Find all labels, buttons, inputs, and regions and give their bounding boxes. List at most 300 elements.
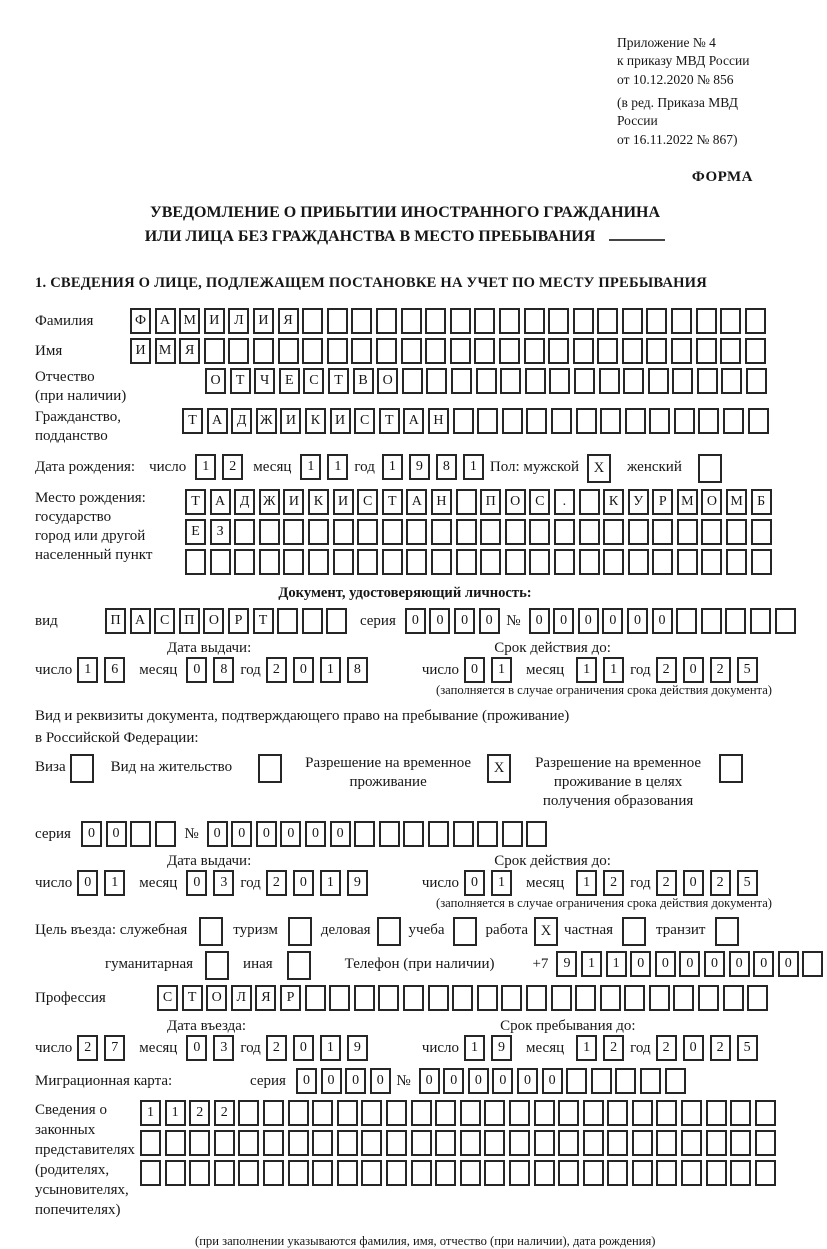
cell-box[interactable]: И — [204, 308, 225, 334]
cell-box[interactable] — [411, 1160, 432, 1186]
cell-box[interactable] — [185, 549, 206, 575]
cell-box[interactable]: Т — [379, 408, 400, 434]
cell-box[interactable] — [329, 985, 350, 1011]
cell-box[interactable] — [165, 1130, 186, 1156]
cell-box[interactable] — [558, 1160, 579, 1186]
cell-box[interactable]: 0 — [464, 657, 485, 683]
cell-box[interactable] — [425, 308, 446, 334]
cell-box[interactable]: 0 — [405, 608, 426, 634]
cell-box[interactable]: 0 — [77, 870, 98, 896]
cell-box[interactable] — [646, 308, 667, 334]
cell-box[interactable] — [428, 985, 449, 1011]
checkbox-purpose-study[interactable] — [453, 917, 477, 946]
cell-box[interactable] — [302, 608, 323, 634]
cell-box[interactable] — [751, 519, 772, 545]
cell-box[interactable] — [411, 1130, 432, 1156]
cell-box[interactable]: А — [207, 408, 228, 434]
cell-box[interactable] — [351, 338, 372, 364]
cell-box[interactable]: Т — [230, 368, 251, 394]
cell-box[interactable]: С — [354, 408, 375, 434]
cell-box[interactable]: 0 — [454, 608, 475, 634]
cell-box[interactable] — [681, 1100, 702, 1126]
cell-box[interactable]: И — [280, 408, 301, 434]
cell-box[interactable] — [480, 549, 501, 575]
cell-box[interactable] — [579, 519, 600, 545]
cell-box[interactable] — [725, 608, 746, 634]
cell-box[interactable]: Т — [182, 408, 203, 434]
cell-box[interactable] — [401, 308, 422, 334]
cell-box[interactable]: С — [357, 489, 378, 515]
cell-box[interactable]: 0 — [578, 608, 599, 634]
cell-box[interactable] — [477, 821, 498, 847]
cell-box[interactable] — [599, 368, 620, 394]
cell-box[interactable] — [755, 1100, 776, 1126]
cell-box[interactable] — [431, 519, 452, 545]
cell-box[interactable] — [484, 1130, 505, 1156]
cell-box[interactable] — [189, 1130, 210, 1156]
cell-box[interactable] — [607, 1130, 628, 1156]
cell-box[interactable] — [674, 408, 695, 434]
checkbox-male[interactable]: X — [587, 454, 611, 483]
cell-box[interactable]: 1 — [581, 951, 602, 977]
cell-box[interactable]: 1 — [327, 454, 348, 480]
cell-box[interactable] — [450, 338, 471, 364]
cell-box[interactable] — [723, 985, 744, 1011]
cell-box[interactable] — [579, 489, 600, 515]
cell-box[interactable] — [253, 338, 274, 364]
cell-box[interactable]: 9 — [556, 951, 577, 977]
cell-box[interactable] — [130, 821, 151, 847]
cell-box[interactable] — [406, 519, 427, 545]
cell-box[interactable] — [312, 1100, 333, 1126]
cell-box[interactable] — [628, 549, 649, 575]
cell-box[interactable] — [720, 308, 741, 334]
cell-box[interactable] — [622, 338, 643, 364]
cell-box[interactable]: Т — [328, 368, 349, 394]
cell-box[interactable] — [228, 338, 249, 364]
cell-box[interactable] — [337, 1160, 358, 1186]
cell-box[interactable] — [351, 308, 372, 334]
cell-box[interactable] — [665, 1068, 686, 1094]
cell-box[interactable]: А — [403, 408, 424, 434]
cell-box[interactable] — [386, 1100, 407, 1126]
cell-box[interactable]: 0 — [106, 821, 127, 847]
cell-box[interactable] — [477, 985, 498, 1011]
cell-box[interactable] — [603, 549, 624, 575]
cell-box[interactable] — [379, 821, 400, 847]
cell-box[interactable]: 2 — [266, 870, 287, 896]
cell-box[interactable]: 1 — [320, 870, 341, 896]
cell-box[interactable] — [155, 821, 176, 847]
cell-box[interactable]: 2 — [710, 870, 731, 896]
cell-box[interactable] — [646, 338, 667, 364]
cell-box[interactable] — [554, 549, 575, 575]
cell-box[interactable]: О — [505, 489, 526, 515]
cell-box[interactable] — [583, 1160, 604, 1186]
cell-box[interactable]: И — [130, 338, 151, 364]
cell-box[interactable]: 1 — [382, 454, 403, 480]
cell-box[interactable]: 1 — [491, 870, 512, 896]
cell-box[interactable] — [723, 408, 744, 434]
cell-box[interactable] — [484, 1100, 505, 1126]
cell-box[interactable] — [701, 519, 722, 545]
cell-box[interactable]: О — [701, 489, 722, 515]
cell-box[interactable] — [802, 951, 823, 977]
cell-box[interactable] — [628, 519, 649, 545]
cell-box[interactable] — [681, 1130, 702, 1156]
cell-box[interactable]: 0 — [468, 1068, 489, 1094]
cell-box[interactable]: 0 — [330, 821, 351, 847]
cell-box[interactable]: 0 — [683, 1035, 704, 1061]
cell-box[interactable] — [573, 308, 594, 334]
cell-box[interactable]: . — [554, 489, 575, 515]
cell-box[interactable] — [327, 338, 348, 364]
cell-box[interactable] — [607, 1160, 628, 1186]
cell-box[interactable]: М — [179, 308, 200, 334]
cell-box[interactable]: Н — [431, 489, 452, 515]
cell-box[interactable] — [574, 368, 595, 394]
cell-box[interactable] — [263, 1130, 284, 1156]
cell-box[interactable] — [526, 408, 547, 434]
checkbox-purpose-humanitarian[interactable] — [205, 951, 229, 980]
cell-box[interactable]: Б — [751, 489, 772, 515]
cell-box[interactable]: 1 — [463, 454, 484, 480]
cell-box[interactable] — [477, 408, 498, 434]
cell-box[interactable] — [337, 1130, 358, 1156]
cell-box[interactable]: 0 — [429, 608, 450, 634]
cell-box[interactable] — [234, 549, 255, 575]
cell-box[interactable] — [501, 985, 522, 1011]
cell-box[interactable] — [165, 1160, 186, 1186]
cell-box[interactable] — [573, 338, 594, 364]
cell-box[interactable] — [603, 519, 624, 545]
cell-box[interactable]: Л — [228, 308, 249, 334]
cell-box[interactable]: Л — [231, 985, 252, 1011]
cell-box[interactable] — [426, 368, 447, 394]
cell-box[interactable]: Р — [652, 489, 673, 515]
cell-box[interactable] — [576, 408, 597, 434]
cell-box[interactable] — [579, 549, 600, 575]
cell-box[interactable]: 0 — [256, 821, 277, 847]
cell-box[interactable] — [499, 308, 520, 334]
cell-box[interactable] — [748, 408, 769, 434]
cell-box[interactable] — [652, 519, 673, 545]
cell-box[interactable] — [549, 368, 570, 394]
cell-box[interactable] — [529, 519, 550, 545]
cell-box[interactable] — [435, 1130, 456, 1156]
cell-box[interactable] — [656, 1160, 677, 1186]
cell-box[interactable] — [333, 519, 354, 545]
cell-box[interactable]: Ч — [254, 368, 275, 394]
cell-box[interactable]: 2 — [710, 657, 731, 683]
cell-box[interactable]: 1 — [104, 870, 125, 896]
cell-box[interactable]: 2 — [222, 454, 243, 480]
cell-box[interactable] — [746, 368, 767, 394]
cell-box[interactable] — [652, 549, 673, 575]
cell-box[interactable]: 2 — [656, 870, 677, 896]
cell-box[interactable] — [696, 308, 717, 334]
cell-box[interactable] — [460, 1160, 481, 1186]
cell-box[interactable] — [474, 338, 495, 364]
cell-box[interactable] — [337, 1100, 358, 1126]
cell-box[interactable]: 0 — [529, 608, 550, 634]
cell-box[interactable] — [534, 1100, 555, 1126]
cell-box[interactable]: А — [155, 308, 176, 334]
cell-box[interactable] — [676, 608, 697, 634]
cell-box[interactable] — [524, 338, 545, 364]
cell-box[interactable]: 0 — [186, 870, 207, 896]
cell-box[interactable] — [672, 368, 693, 394]
cell-box[interactable] — [401, 338, 422, 364]
cell-box[interactable] — [632, 1100, 653, 1126]
cell-box[interactable] — [673, 985, 694, 1011]
cell-box[interactable]: К — [305, 408, 326, 434]
cell-box[interactable] — [558, 1100, 579, 1126]
cell-box[interactable] — [361, 1160, 382, 1186]
checkbox-visa[interactable] — [70, 754, 94, 783]
cell-box[interactable]: Я — [179, 338, 200, 364]
cell-box[interactable] — [755, 1130, 776, 1156]
cell-box[interactable]: 0 — [704, 951, 725, 977]
cell-box[interactable] — [502, 408, 523, 434]
cell-box[interactable]: 2 — [710, 1035, 731, 1061]
cell-box[interactable] — [509, 1100, 530, 1126]
cell-box[interactable] — [450, 308, 471, 334]
cell-box[interactable] — [730, 1130, 751, 1156]
cell-box[interactable]: 5 — [737, 657, 758, 683]
cell-box[interactable] — [730, 1100, 751, 1126]
cell-box[interactable]: И — [283, 489, 304, 515]
cell-box[interactable] — [502, 821, 523, 847]
cell-box[interactable]: 0 — [683, 657, 704, 683]
cell-box[interactable] — [302, 308, 323, 334]
cell-box[interactable]: 2 — [656, 657, 677, 683]
cell-box[interactable] — [529, 549, 550, 575]
cell-box[interactable]: 1 — [320, 657, 341, 683]
cell-box[interactable]: 0 — [419, 1068, 440, 1094]
cell-box[interactable]: 2 — [603, 1035, 624, 1061]
cell-box[interactable]: 0 — [370, 1068, 391, 1094]
cell-box[interactable]: 0 — [186, 657, 207, 683]
cell-box[interactable] — [524, 308, 545, 334]
cell-box[interactable]: 1 — [606, 951, 627, 977]
cell-box[interactable] — [283, 519, 304, 545]
cell-box[interactable]: 2 — [266, 1035, 287, 1061]
cell-box[interactable]: В — [353, 368, 374, 394]
cell-box[interactable] — [308, 519, 329, 545]
cell-box[interactable] — [649, 408, 670, 434]
cell-box[interactable] — [277, 608, 298, 634]
cell-box[interactable]: 1 — [165, 1100, 186, 1126]
checkbox-temp-residence[interactable]: X — [487, 754, 511, 783]
cell-box[interactable] — [402, 368, 423, 394]
cell-box[interactable]: 3 — [213, 1035, 234, 1061]
cell-box[interactable]: И — [333, 489, 354, 515]
cell-box[interactable]: П — [105, 608, 126, 634]
cell-box[interactable] — [476, 368, 497, 394]
cell-box[interactable]: 0 — [280, 821, 301, 847]
cell-box[interactable]: 1 — [77, 657, 98, 683]
cell-box[interactable] — [720, 338, 741, 364]
cell-box[interactable] — [648, 368, 669, 394]
cell-box[interactable]: 1 — [603, 657, 624, 683]
cell-box[interactable]: К — [308, 489, 329, 515]
cell-box[interactable] — [238, 1160, 259, 1186]
cell-box[interactable] — [701, 549, 722, 575]
cell-box[interactable]: 9 — [491, 1035, 512, 1061]
cell-box[interactable] — [263, 1100, 284, 1126]
cell-box[interactable] — [204, 338, 225, 364]
cell-box[interactable] — [747, 985, 768, 1011]
cell-box[interactable]: 0 — [305, 821, 326, 847]
cell-box[interactable] — [624, 985, 645, 1011]
checkbox-purpose-official[interactable] — [199, 917, 223, 946]
cell-box[interactable] — [456, 519, 477, 545]
cell-box[interactable]: 8 — [436, 454, 457, 480]
cell-box[interactable] — [312, 1130, 333, 1156]
cell-box[interactable] — [548, 338, 569, 364]
cell-box[interactable] — [706, 1160, 727, 1186]
cell-box[interactable] — [376, 338, 397, 364]
cell-box[interactable]: 0 — [553, 608, 574, 634]
cell-box[interactable] — [403, 821, 424, 847]
cell-box[interactable] — [600, 408, 621, 434]
cell-box[interactable]: Т — [182, 985, 203, 1011]
cell-box[interactable] — [525, 368, 546, 394]
cell-box[interactable] — [453, 408, 474, 434]
cell-box[interactable] — [189, 1160, 210, 1186]
cell-box[interactable] — [671, 338, 692, 364]
cell-box[interactable]: 0 — [492, 1068, 513, 1094]
cell-box[interactable] — [500, 368, 521, 394]
cell-box[interactable]: Т — [185, 489, 206, 515]
cell-box[interactable] — [721, 368, 742, 394]
cell-box[interactable] — [333, 549, 354, 575]
checkbox-female[interactable] — [698, 454, 722, 483]
cell-box[interactable]: Т — [382, 489, 403, 515]
cell-box[interactable] — [435, 1100, 456, 1126]
cell-box[interactable] — [140, 1130, 161, 1156]
cell-box[interactable] — [632, 1130, 653, 1156]
cell-box[interactable] — [632, 1160, 653, 1186]
cell-box[interactable] — [591, 1068, 612, 1094]
cell-box[interactable] — [554, 519, 575, 545]
cell-box[interactable]: 0 — [630, 951, 651, 977]
cell-box[interactable] — [551, 985, 572, 1011]
cell-box[interactable]: А — [406, 489, 427, 515]
cell-box[interactable] — [453, 821, 474, 847]
cell-box[interactable] — [509, 1130, 530, 1156]
cell-box[interactable] — [456, 549, 477, 575]
cell-box[interactable] — [361, 1130, 382, 1156]
cell-box[interactable]: 5 — [737, 870, 758, 896]
cell-box[interactable]: 0 — [517, 1068, 538, 1094]
cell-box[interactable] — [751, 549, 772, 575]
cell-box[interactable] — [681, 1160, 702, 1186]
cell-box[interactable] — [698, 985, 719, 1011]
cell-box[interactable]: 0 — [186, 1035, 207, 1061]
cell-box[interactable] — [622, 308, 643, 334]
cell-box[interactable] — [484, 1160, 505, 1186]
cell-box[interactable]: Р — [280, 985, 301, 1011]
cell-box[interactable] — [697, 368, 718, 394]
cell-box[interactable] — [288, 1160, 309, 1186]
cell-box[interactable]: И — [253, 308, 274, 334]
cell-box[interactable] — [210, 549, 231, 575]
cell-box[interactable] — [357, 549, 378, 575]
cell-box[interactable] — [677, 519, 698, 545]
cell-box[interactable] — [259, 519, 280, 545]
cell-box[interactable] — [750, 608, 771, 634]
cell-box[interactable]: Ф — [130, 308, 151, 334]
cell-box[interactable] — [509, 1160, 530, 1186]
cell-box[interactable]: С — [529, 489, 550, 515]
cell-box[interactable]: 1 — [195, 454, 216, 480]
cell-box[interactable]: 2 — [266, 657, 287, 683]
cell-box[interactable] — [526, 821, 547, 847]
cell-box[interactable] — [558, 1130, 579, 1156]
cell-box[interactable] — [726, 519, 747, 545]
cell-box[interactable] — [460, 1130, 481, 1156]
cell-box[interactable] — [505, 519, 526, 545]
cell-box[interactable]: 0 — [655, 951, 676, 977]
cell-box[interactable]: 0 — [293, 870, 314, 896]
cell-box[interactable]: К — [603, 489, 624, 515]
cell-box[interactable]: 2 — [77, 1035, 98, 1061]
cell-box[interactable]: 1 — [576, 870, 597, 896]
cell-box[interactable]: 0 — [602, 608, 623, 634]
cell-box[interactable] — [308, 549, 329, 575]
cell-box[interactable] — [302, 338, 323, 364]
cell-box[interactable] — [698, 408, 719, 434]
cell-box[interactable] — [382, 519, 403, 545]
cell-box[interactable] — [706, 1100, 727, 1126]
cell-box[interactable]: З — [210, 519, 231, 545]
cell-box[interactable]: 2 — [214, 1100, 235, 1126]
cell-box[interactable]: Т — [253, 608, 274, 634]
cell-box[interactable] — [354, 821, 375, 847]
cell-box[interactable] — [288, 1130, 309, 1156]
cell-box[interactable] — [411, 1100, 432, 1126]
cell-box[interactable] — [214, 1160, 235, 1186]
cell-box[interactable]: Е — [185, 519, 206, 545]
cell-box[interactable]: М — [726, 489, 747, 515]
cell-box[interactable]: П — [480, 489, 501, 515]
cell-box[interactable] — [234, 519, 255, 545]
cell-box[interactable] — [597, 308, 618, 334]
cell-box[interactable] — [354, 985, 375, 1011]
cell-box[interactable] — [386, 1130, 407, 1156]
cell-box[interactable] — [583, 1100, 604, 1126]
cell-box[interactable] — [534, 1130, 555, 1156]
cell-box[interactable]: Я — [278, 308, 299, 334]
cell-box[interactable]: 2 — [656, 1035, 677, 1061]
cell-box[interactable]: Я — [255, 985, 276, 1011]
cell-box[interactable] — [474, 308, 495, 334]
cell-box[interactable] — [640, 1068, 661, 1094]
cell-box[interactable] — [677, 549, 698, 575]
cell-box[interactable]: С — [303, 368, 324, 394]
cell-box[interactable]: 0 — [293, 657, 314, 683]
cell-box[interactable] — [649, 985, 670, 1011]
checkbox-purpose-other[interactable] — [287, 951, 311, 980]
cell-box[interactable] — [607, 1100, 628, 1126]
cell-box[interactable]: 2 — [603, 870, 624, 896]
cell-box[interactable]: 0 — [652, 608, 673, 634]
cell-box[interactable] — [357, 519, 378, 545]
cell-box[interactable]: 1 — [576, 1035, 597, 1061]
cell-box[interactable] — [361, 1100, 382, 1126]
